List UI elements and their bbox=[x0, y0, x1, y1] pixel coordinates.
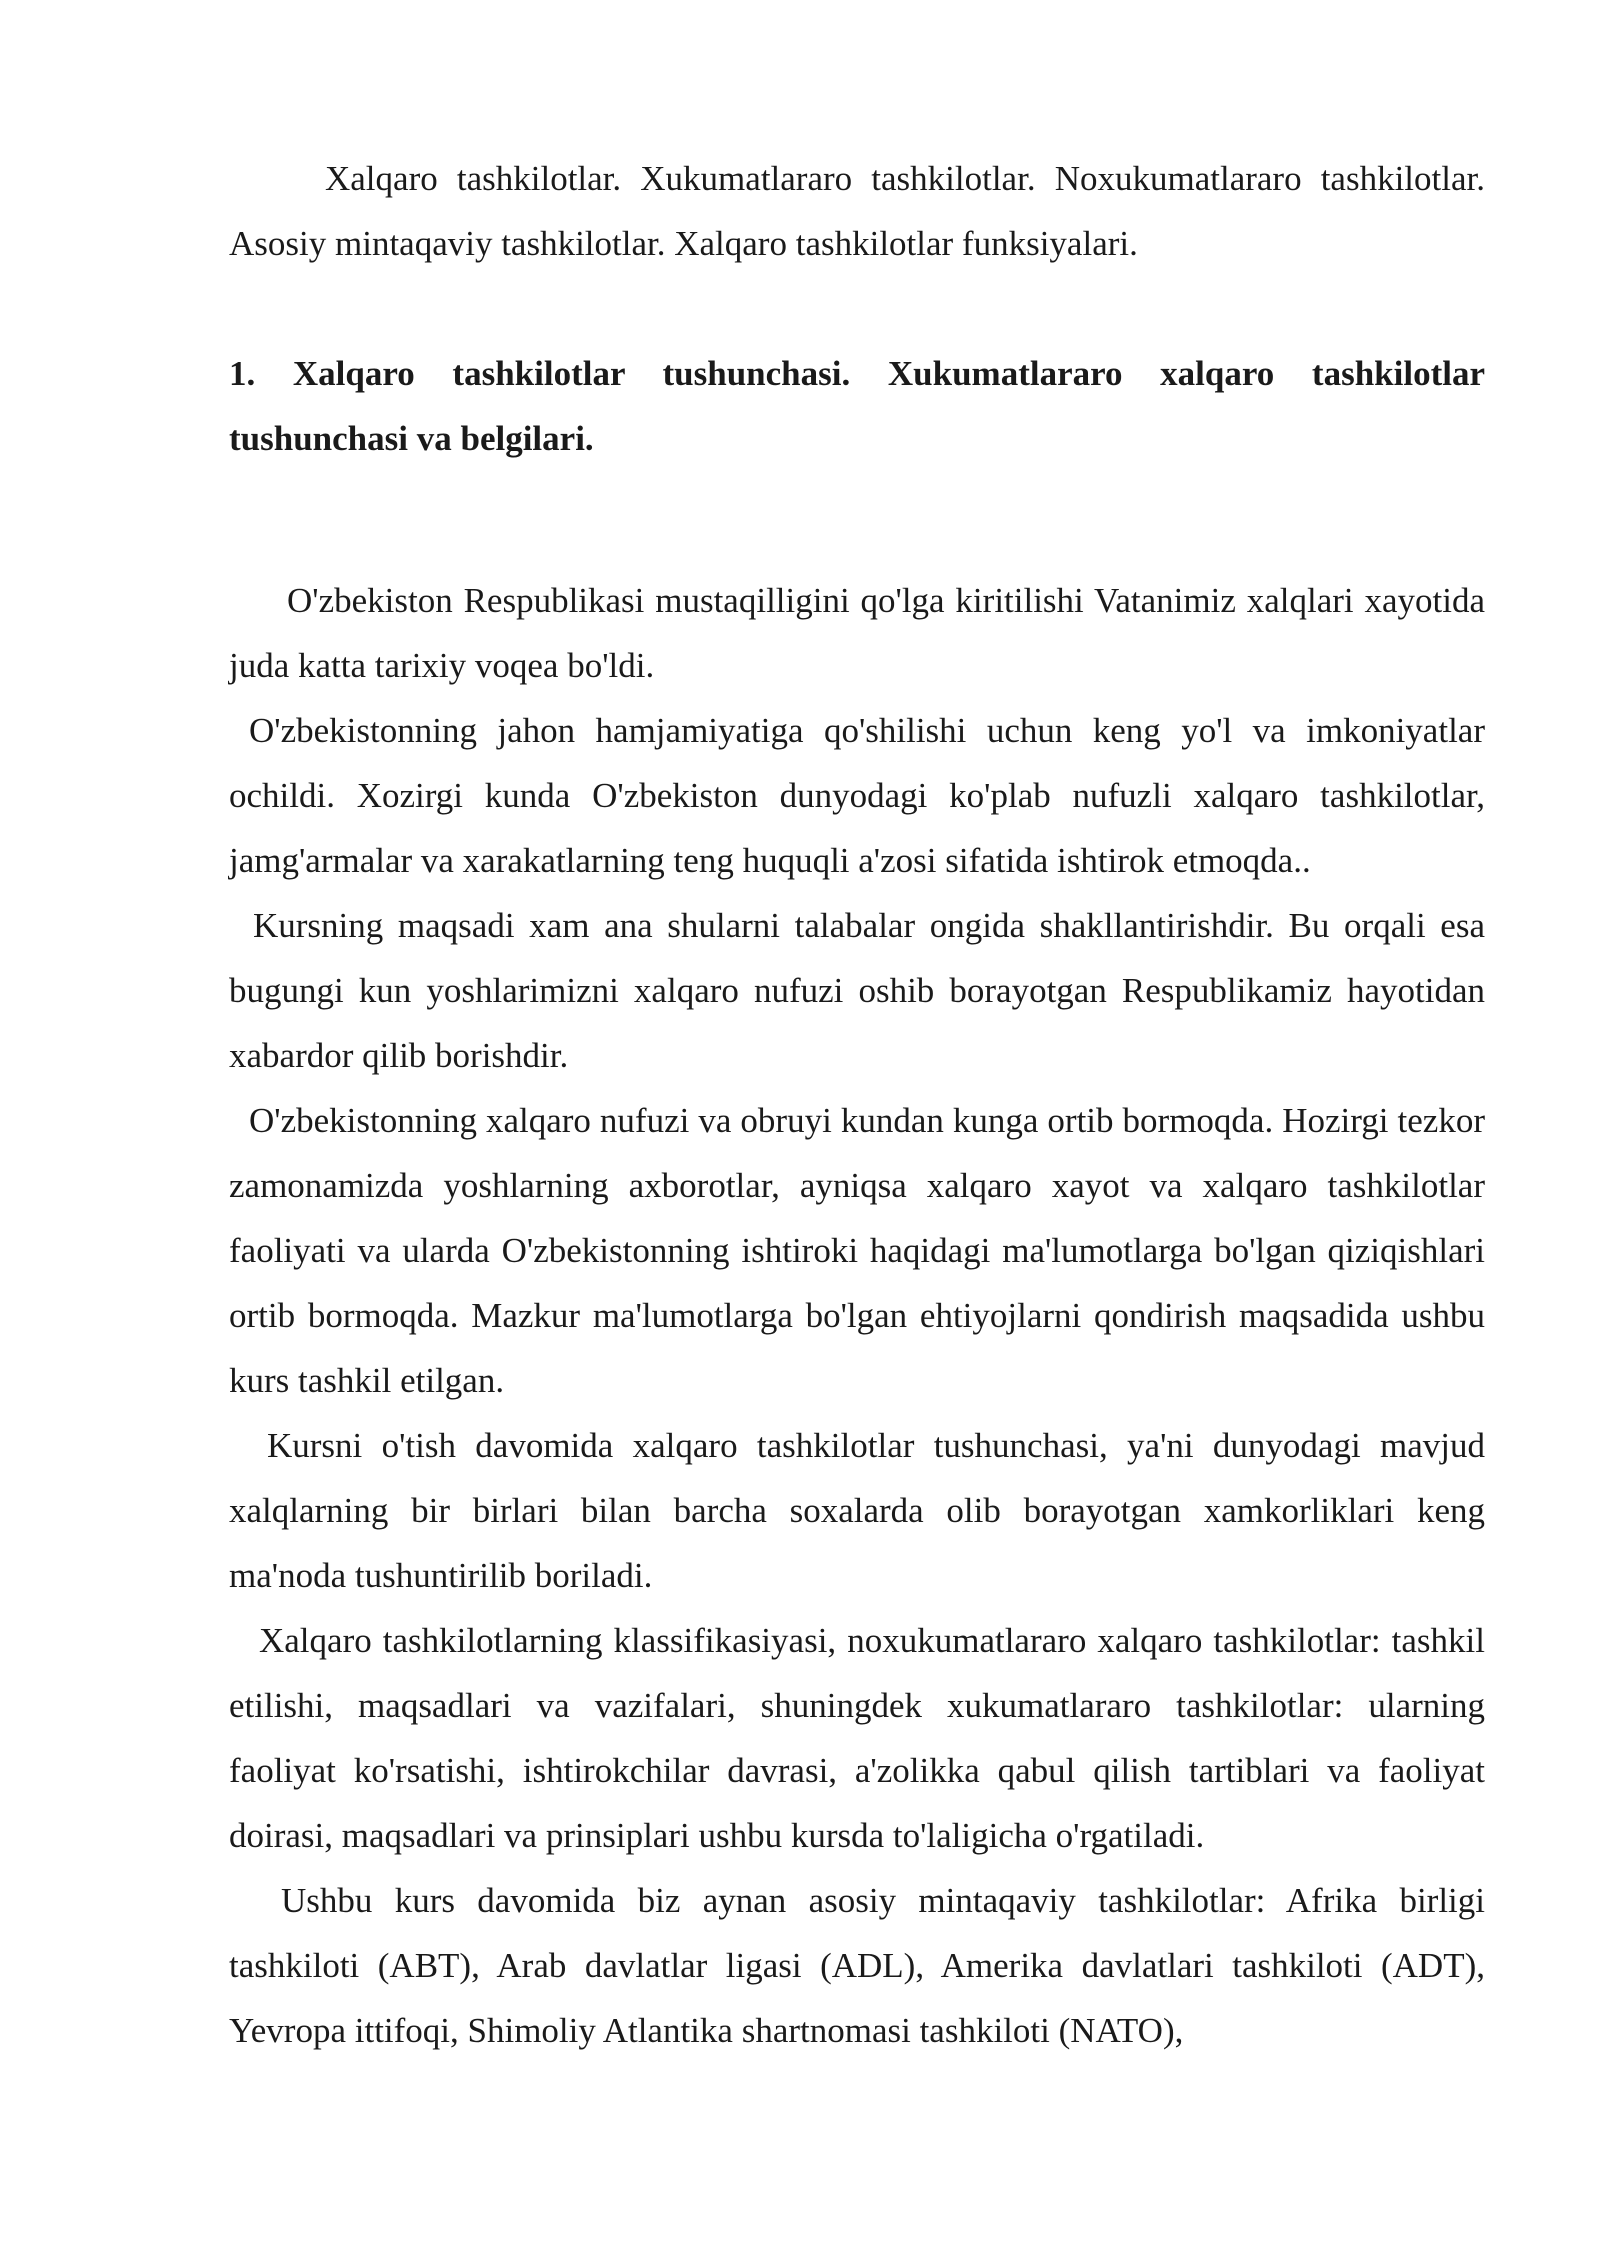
body-paragraph: Ushbu kurs davomida biz aynan asosiy mintaqaviy tashkilotlar: Afrika birligi tashkiloti (ABT), Arab davlatlar ligasi (ADL), Amerika davlatlari tashkiloti (ADT), Yevropa ittifoqi, Shimoliy Atlantika shartnomasi tashkiloti (NATO), bbox=[229, 1881, 1485, 2050]
body-paragraph: Kursni o'tish davomida xalqaro tashkilotlar tushunchasi, ya'ni dunyodagi mavjud xalqlarning bir birlari bilan barcha soxalarda olib borayotgan xamkorliklari keng ma'noda tushuntirilib boriladi. bbox=[229, 1426, 1485, 1595]
body-paragraph: O'zbekistonning xalqaro nufuzi va obruyi kundan kunga ortib bormoqda. Hozirgi tezkor zamonamizda yoshlarning axborotlar, ayniqsa xalqaro xayot va xalqaro tashkilotlar faoliyati va ularda O'zbekistonning ishtiroki haqidagi ma'lumotlarga bo'lgan qiziqishlari ortib bormoqda. Mazkur ma'lumotlarga bo'lgan ehtiyojlarni qondirish maqsadida ushbu kurs tashkil etilgan. bbox=[229, 1101, 1485, 1400]
body-paragraph: Kursning maqsadi xam ana shularni talabalar ongida shakllantirishdir. Bu orqali esa bugungi kun yoshlarimizni xalqaro nufuzi oshib borayotgan Respublikamiz hayotidan xabardor qilib borishdir. bbox=[229, 906, 1485, 1075]
body-paragraph: O'zbekistonning jahon hamjamiyatiga qo'shilishi uchun keng yo'l va imkoniyatlar ochildi. Xozirgi kunda O'zbekiston dunyodagi ko'plab nufuzli xalqaro tashkilotlar, jamg'armalar va xarakatlarning teng huquqli a'zosi sifatida ishtirok etmoqda.. bbox=[229, 711, 1485, 880]
section-heading: 1. Xalqaro tashkilotlar tushunchasi. Xukumatlararo xalqaro tashkilotlar tushunchasi va belgilari. bbox=[229, 354, 1485, 458]
intro-paragraph: Xalqaro tashkilotlar. Xukumatlararo tashkilotlar. Noxukumatlararo tashkilotlar. Asosiy mintaqaviy tashkilotlar. Xalqaro tashkilotlar funksiyalari. bbox=[229, 159, 1485, 263]
body-paragraph: O'zbekiston Respublikasi mustaqilligini qo'lga kiritilishi Vatanimiz xalqlari xayotida juda katta tarixiy voqea bo'ldi. bbox=[229, 581, 1485, 685]
document-body bbox=[229, 146, 1485, 2063]
body-paragraph: Xalqaro tashkilotlarning klassifikasiyasi, noxukumatlararo xalqaro tashkilotlar: tashkil etilishi, maqsadlari va vazifalari, shuningdek xukumatlararo tashkilotlar: ularning faoliyat ko'rsatishi, ishtirokchilar davrasi, a'zolikka qabul qilish tartiblari va faoliyat doirasi, maqsadlari va prinsiplari ushbu kursda to'laligicha o'rgatiladi. bbox=[229, 1621, 1485, 1855]
